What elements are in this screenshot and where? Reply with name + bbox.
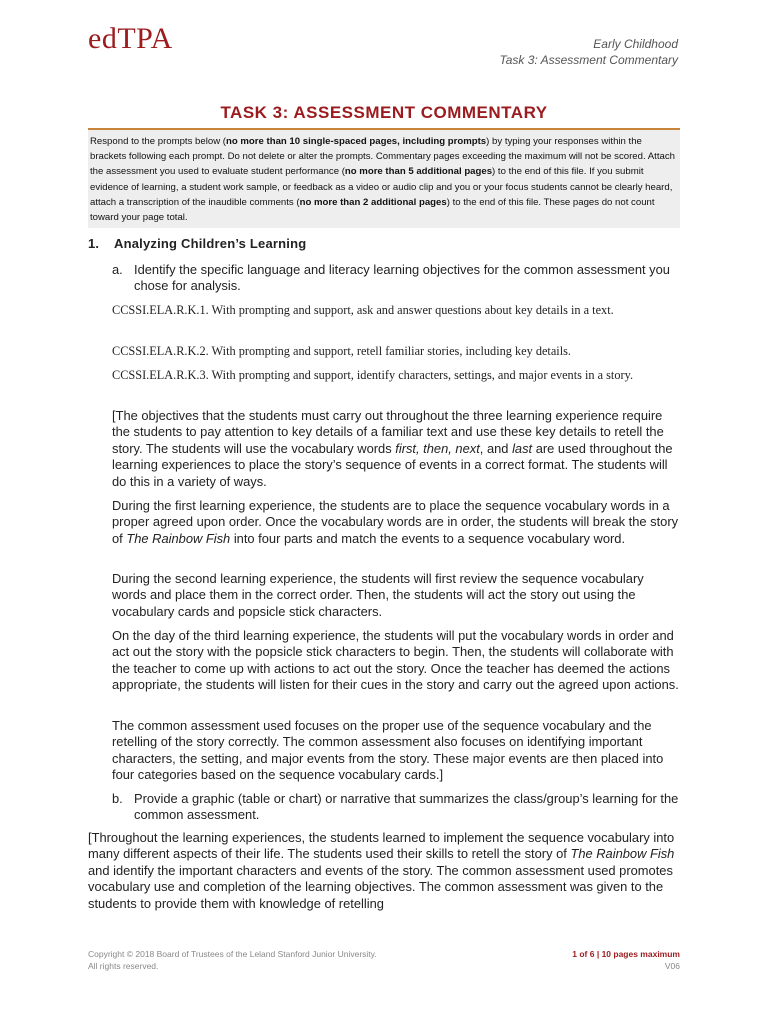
standard-2: CCSSI.ELA.R.K.2. With prompting and support, retell familiar stories, including key details. — [112, 344, 571, 358]
instructions-box: Respond to the prompts below (no more than 10 single-spaced pages, including prompts) by typing your responses within the brackets following each prompt. Do not delete or alter the prompts. Commentary pages exceeding the maximum will not be scored. Attach the assessment you used to evaluate student performance (no more than 5 additional pages) to the end of this file. If you submit evidence of learning, a student work sample, or feedback as a video or audio clip and you or your focus students cannot be clearly heard, attach a transcription of the inaudible comments (no more than 2 additional pages) to the end of this file. These pages do not count toward your page total. — [88, 128, 680, 228]
response-paragraph: The common assessment used focuses on the proper use of the sequence vocabulary and the retelling of the story correctly. The common assessment also focuses on identifying important characters, the setting, and major events from the story. These major events are then placed into four categories based on the sequence vocabulary cards.] — [112, 718, 664, 783]
section-number: 1. — [88, 236, 100, 251]
response-paragraph: On the day of the third learning experience, the students will put the vocabulary words in order and act out the story with the popsicle stick characters to begin. Then, the students will collaborate with the teacher to come up with actions to act out the story. Once the teacher has deemed the actions appropriate, the students will listen for their cues in the story and carry out the agreed upon actions. — [112, 628, 679, 693]
running-header — [499, 36, 678, 68]
prompt-a-label: a. — [112, 262, 123, 277]
page-title: TASK 3: ASSESSMENT COMMENTARY — [220, 103, 548, 122]
edtpa-logo: edTPA — [88, 22, 173, 55]
rights-text: All rights reserved. — [88, 961, 159, 971]
prompt-b-label: b. — [112, 791, 123, 806]
section-title: Analyzing Children’s Learning — [114, 236, 307, 251]
section-heading — [88, 236, 306, 251]
version-label: V06 — [664, 961, 680, 971]
response-paragraph: [Throughout the learning experiences, the students learned to implement the sequence vocabulary into many different aspects of their life. The students used their skills to retell the story of The Rainbow Fish and identify the important characters and events of the story. The common assessment used promotes vocabulary use and completion of the learning objectives. The common assessment was given to the students to provide them with knowledge of retelling — [88, 830, 675, 911]
page-count: 1 of 6 | 10 pages maximum — [572, 949, 680, 959]
response-paragraph: During the second learning experience, the students will first review the sequence vocabulary words and place them in the correct order. Then, the students will act the story out using the vocabulary cards and popsicle stick characters. — [112, 571, 644, 619]
copyright-text: Copyright © 2018 Board of Trustees of the Leland Stanford Junior University. — [88, 949, 377, 959]
prompt-a — [112, 262, 680, 295]
header-subject: Early Childhood — [593, 37, 678, 51]
prompt-b — [112, 791, 680, 824]
standard-3: CCSSI.ELA.R.K.3. With prompting and support, identify characters, settings, and major events in a story. — [112, 368, 634, 382]
prompt-b-text: Provide a graphic (table or chart) or narrative that summarizes the class/group’s learning for the common assessment. — [134, 791, 679, 823]
response-paragraph: During the first learning experience, the students are to place the sequence vocabulary words in a proper agreed upon order. Once the vocabulary words are in order, the students will break the story of The Rainbow Fish into four parts and match the events to a sequence vocabulary word. — [112, 498, 679, 546]
standard-1: CCSSI.ELA.R.K.1. With prompting and support, ask and answer questions about key details in a text. — [112, 303, 614, 317]
prompt-a-text: Identify the specific language and literacy learning objectives for the common assessment you chose for analysis. — [134, 262, 670, 294]
header-task: Task 3: Assessment Commentary — [499, 53, 678, 67]
response-paragraph: [The objectives that the students must carry out throughout the three learning experience require the students to pay attention to key details of a familiar text and use these key details to retell the story. The students will use the vocabulary words first, then, next, and last are used throughout the learning experiences to place the story’s sequence of events in a correct format. The students will do this in a variety of ways. — [112, 408, 673, 489]
